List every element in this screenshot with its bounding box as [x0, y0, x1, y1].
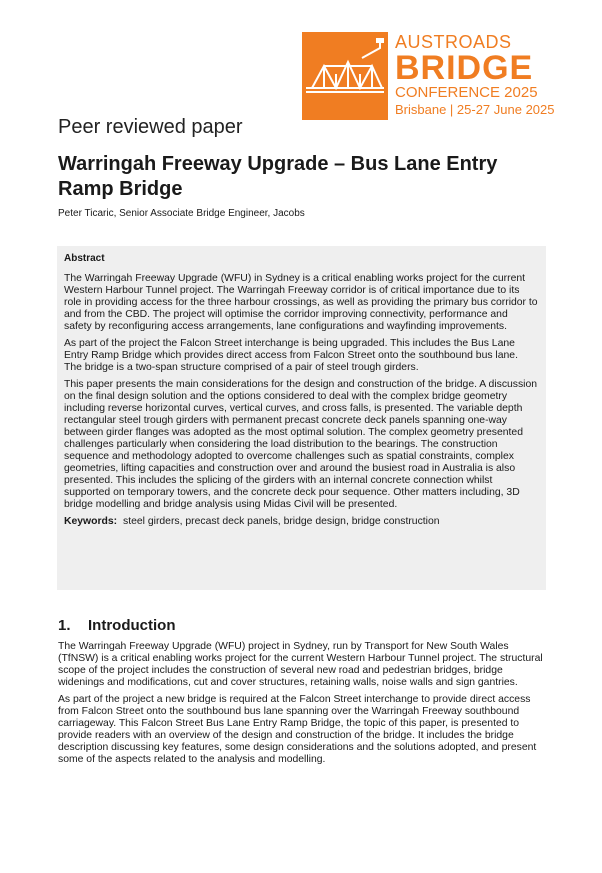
- section-number: 1.: [58, 617, 71, 634]
- logo-location-date: Brisbane | 25-27 June 2025: [395, 102, 555, 117]
- introduction-body: [58, 641, 548, 771]
- keywords-list: steel girders, precast deck panels, bridge design, bridge construction: [123, 516, 440, 527]
- intro-paragraph: As part of the project a new bridge is required at the Falcon Street interchange to provide direct access from Falcon Street onto the southbound bus lane spanning over the Warringah Freeway southbound carriageway. This Falcon Street Bus Lane Entry Ramp Bridge, the topic of this paper, is presented to provide readers with an overview of the design and construction of the bridge. It includes the bridge description discussing key features, some design considerations and the solutions adopted, and present some of the aspects related to the analysis and modelling.: [58, 694, 537, 765]
- keywords-line: [64, 516, 538, 528]
- abstract-paragraph: As part of the project the Falcon Street interchange is being upgraded. This includes the Bus Lane Entry Ramp Bridge which provides direct access from Falcon Street onto the southbound bus lane. The bridge is a two-span structure comprised of a pair of steel trough girders.: [64, 338, 518, 373]
- intro-paragraph: The Warringah Freeway Upgrade (WFU) project in Sydney, run by Transport for New South Wales (TfNSW) is a critical enabling works project for the current Western Harbour Tunnel project. The structural scope of the project includes the construction of several new road and pedestrian bridges, bridge widenings and modifications, cut and cover structures, retaining walls, noise walls and sign gantries.: [58, 641, 543, 688]
- section-heading-introduction: [58, 617, 175, 634]
- author-line: Peter Ticaric, Senior Associate Bridge Engineer, Jacobs: [58, 208, 305, 219]
- logo-text: [395, 32, 555, 118]
- logo-austroads: AUSTROADS: [395, 32, 512, 52]
- paper-type-label: Peer reviewed paper: [58, 116, 243, 138]
- abstract-box: [57, 246, 546, 590]
- conference-logo: [302, 32, 555, 120]
- logo-conference: CONFERENCE 2025: [395, 84, 538, 101]
- section-title: Introduction: [88, 617, 176, 634]
- keywords-label: Keywords:: [64, 516, 118, 527]
- abstract-heading: Abstract: [64, 253, 105, 264]
- logo-bridge: BRIDGE: [395, 49, 534, 87]
- bridge-logo-icon: [302, 32, 388, 120]
- paper-title: Warringah Freeway Upgrade – Bus Lane Entry Ramp Bridge: [58, 153, 498, 200]
- abstract-paragraph: This paper presents the main considerations for the design and construction of the bridge. A discussion on the final design solution and the options considered to deal with the complex bridge geometry including reverse horizontal curves, vertical curves, and cross falls, is presented. The variable depth rectangular steel trough girders with permanent precast concrete deck panels spanning one-way between girder flanges was adopted as the most optimal solution. The complex geometry presented challenges particularly when considering the load distribution to the bearings. The construction sequence and methodology adopted to overcome challenges such as spatial constraints, complex geometries, lifting capacities and construction over and around the busiest road in Australia is also presented. This includes the splicing of the girders with an internal concrete connection whilst supported on temporary towers, and the concrete deck pour sequence. Other matters including, 3D bridge modelling and bridge analysis using Midas Civil will be presented.: [64, 379, 538, 510]
- abstract-paragraph: The Warringah Freeway Upgrade (WFU) in Sydney is a critical enabling works project for the current Western Harbour Tunnel project. The Warringah Freeway corridor is of critical importance due to its role in providing access for the three harbour crossings, as well as providing the primary bus corridor to and from the CBD. The project will optimise the corridor improving connectivity, performance and safety by reconfiguring access arrangements, lane configurations and wayfinding improvements.: [64, 273, 538, 332]
